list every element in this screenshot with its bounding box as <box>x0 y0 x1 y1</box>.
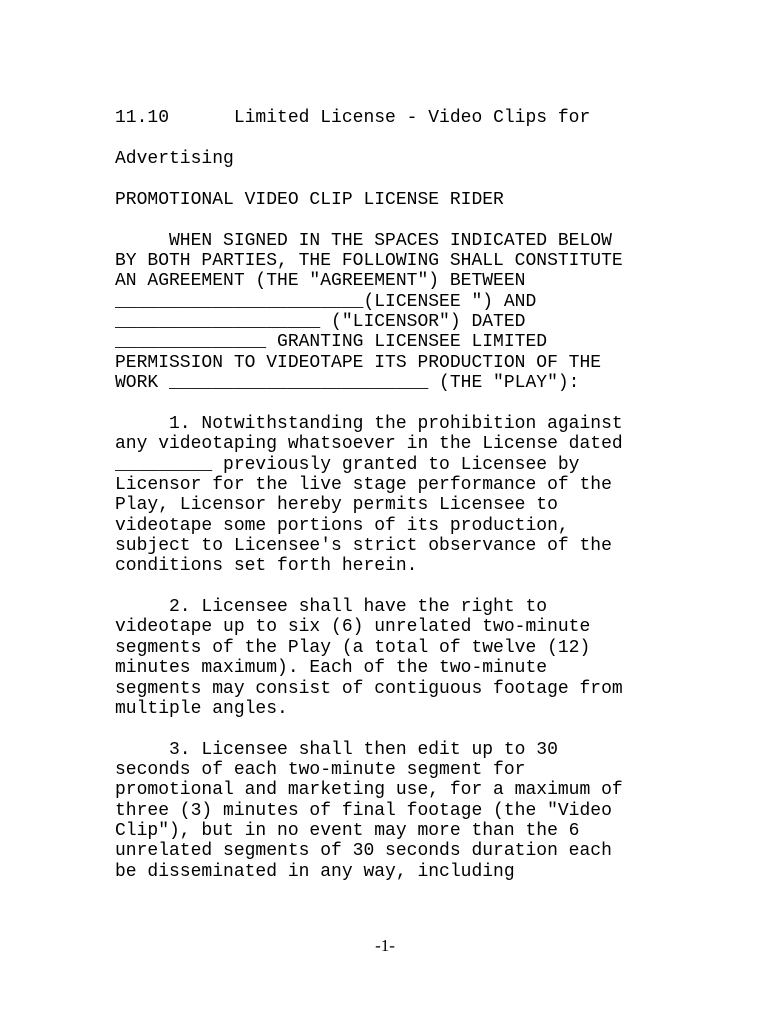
page-number: -1- <box>375 936 395 955</box>
paragraph-2-line: minutes maximum). Each of the two-minute <box>115 658 548 678</box>
heading-line-1 <box>115 108 590 128</box>
paragraph-3-line: Clip"), but in no event may more than the 6 <box>115 821 580 841</box>
intro-line: WHEN SIGNED IN THE SPACES INDICATED BELOW <box>115 231 612 251</box>
intro-line: AN AGREEMENT (THE "AGREEMENT") BETWEEN <box>115 271 526 291</box>
paragraph-1-line: Play, Licensor hereby permits Licensee to <box>115 495 558 515</box>
paragraph-2-line: multiple angles. <box>115 699 288 719</box>
section-title-part-1: Limited License - Video Clips for <box>233 108 591 128</box>
paragraph-2-line: 2. Licensee shall have the right to <box>115 597 548 617</box>
paragraph-1-line: 1. Notwithstanding the prohibition against <box>115 414 623 434</box>
intro-line: _______________________(LICENSEE ") AND <box>115 292 537 312</box>
intro-line: ______________ GRANTING LICENSEE LIMITED <box>115 332 548 352</box>
paragraph-3-line: be disseminated in any way, including <box>115 862 515 882</box>
paragraph-3-line: three (3) minutes of final footage (the "Video <box>115 801 612 821</box>
paragraph-1-line: any videotaping whatsoever in the License dated <box>115 434 623 454</box>
paragraph-2-line: segments of the Play (a total of twelve (12) <box>115 638 591 658</box>
intro-line: ___________________ ("LICENSOR") DATED <box>115 312 526 332</box>
paragraph-1-line: videotape some portions of its production, <box>115 516 569 536</box>
paragraph-1-line: _________ previously granted to Licensee by <box>115 455 580 475</box>
paragraph-2-line: videotape up to six (6) unrelated two-minute <box>115 617 591 637</box>
paragraph-1-line: subject to Licensee's strict observance of the <box>115 536 612 556</box>
heading-gap <box>169 108 234 128</box>
paragraph-3-line: unrelated segments of 30 seconds duration each <box>115 841 612 861</box>
section-number: 11.10 <box>115 108 170 128</box>
rider-title: PROMOTIONAL VIDEO CLIP LICENSE RIDER <box>115 190 504 210</box>
paragraph-1-line: Licensor for the live stage performance of the <box>115 475 612 495</box>
intro-line: PERMISSION TO VIDEOTAPE ITS PRODUCTION OF THE <box>115 353 602 373</box>
paragraph-3-line: seconds of each two-minute segment for <box>115 760 526 780</box>
intro-line: BY BOTH PARTIES, THE FOLLOWING SHALL CONSTITUTE <box>115 251 623 271</box>
paragraph-3-line: promotional and marketing use, for a maximum of <box>115 780 623 800</box>
paragraph-1-line: conditions set forth herein. <box>115 556 418 576</box>
paragraph-2-line: segments may consist of contiguous footage from <box>115 679 623 699</box>
paragraph-3-line: 3. Licensee shall then edit up to 30 <box>115 740 558 760</box>
section-title-part-2: Advertising <box>115 149 234 169</box>
intro-line: WORK ________________________ (THE "PLAY"): <box>115 373 580 393</box>
